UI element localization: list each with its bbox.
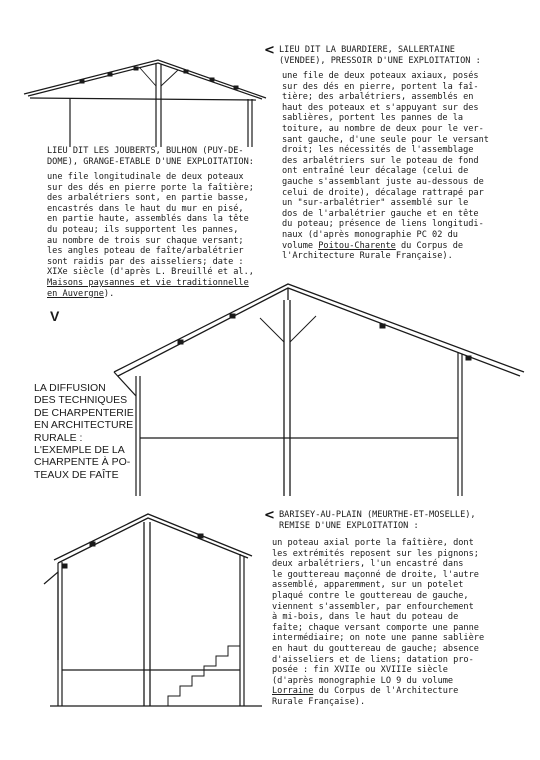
joubert-body-line: les angles poteau de faîte/arbalétrier xyxy=(47,246,244,257)
buardiere-body-line: haut des poteaux et s'appuyant sur des xyxy=(282,102,479,113)
joubert-body-line: une file longitudinale de deux poteaux xyxy=(47,172,244,182)
joubert-reference-end: ). xyxy=(103,288,115,299)
buardiere-caption xyxy=(279,45,481,66)
buardiere-marker: < xyxy=(264,43,275,58)
barisey-description xyxy=(272,538,484,708)
barisey-caption xyxy=(279,510,476,531)
joubert-roof xyxy=(24,60,266,100)
barisey-body-line: posée : fin XVIIe ou XVIIIe siècle xyxy=(272,665,448,676)
buardiere-central-post xyxy=(284,300,290,496)
barisey-body-line: deux arbalétriers, l'un encastré dans xyxy=(272,559,464,570)
joubert-body-line: encastrés dans le haut du mur en pisé, xyxy=(47,203,244,214)
joubert-marker: V xyxy=(50,308,60,324)
barisey-central-post xyxy=(144,522,150,706)
buardiere-body-line: gauche s'assemblant juste au-dessous de xyxy=(282,176,484,187)
joubert-posts xyxy=(70,64,252,147)
heading-line: CHARPENTE À PO- xyxy=(34,456,131,469)
buardiere-title-line: (VENDEE), PRESSOIR D'UNE EXPLOITATION : xyxy=(279,55,481,66)
heading-line: TEAUX DE FAÎTE xyxy=(34,468,119,481)
barisey-roof xyxy=(54,514,252,563)
joubert-title-line: DOME), GRANGE-ETABLE D'UNE EXPLOITATION: xyxy=(47,156,254,167)
buardiere-purlins xyxy=(178,314,471,360)
barisey-body-line: Rurale Française). xyxy=(272,696,366,707)
buardiere-reference-volume: Poitou-Charente xyxy=(318,240,396,251)
heading-line: EN ARCHITECTURE xyxy=(34,419,134,432)
barisey-walls xyxy=(44,554,262,706)
buardiere-press-drawing xyxy=(112,280,532,500)
heading-line: LA DIFFUSION xyxy=(34,382,106,394)
barisey-body-line: faîte; chaque versant comporte une panne xyxy=(272,622,479,633)
barisey-title-line: REMISE D'UNE EXPLOITATION : xyxy=(279,520,419,531)
barisey-body-line: en haut du gouttereau de gauche; absence xyxy=(272,643,479,654)
buardiere-braces xyxy=(260,316,316,342)
buardiere-body-line: ont entraîné leur décalage (celui de xyxy=(282,166,469,177)
joubert-body-line: du poteau; ils supportent les pannes, xyxy=(47,224,239,235)
heading-line: RURALE : xyxy=(34,431,83,444)
buardiere-body-line: du poteau; présence de liens longitudi- xyxy=(282,219,484,230)
joubert-body-line: sur des dés en pierre porte la faîtière; xyxy=(47,182,254,193)
barisey-body-line: à mi-bois, dans le haut du poteau de xyxy=(272,612,459,623)
buardiere-body-line: des arbalétriers sur le poteau de fond xyxy=(282,155,479,166)
barisey-body-line: (d'après monographie LO 9 du volume xyxy=(272,675,454,686)
buardiere-body-line: sant gauche, d'une seule pour le versant xyxy=(282,134,489,145)
heading-line: DES TECHNIQUES xyxy=(34,394,128,407)
joubert-body-line: des arbalétriers sont, en partie basse, xyxy=(47,193,249,204)
barisey-body-line: viennent s'assembler, par enfourchement xyxy=(272,601,474,612)
joubert-braces xyxy=(140,68,178,86)
barisey-body-line: d'aisseliers et de liens; datation pro- xyxy=(272,654,474,665)
barisey-body-line: un poteau axial porte la faîtière, dont xyxy=(272,538,474,548)
barisey-shed-drawing xyxy=(40,510,272,710)
buardiere-body-line: sablières, portent les pannes de la xyxy=(282,113,464,124)
buardiere-body-line: tière; des arbalétriers, assemblés en xyxy=(282,92,474,103)
heading-line: L'EXEMPLE DE LA xyxy=(34,444,125,457)
buardiere-body-line: un "sur-arbalétrier" assemblé sur le xyxy=(282,198,469,209)
buardiere-title-line: LIEU DIT LA BUARDIERE, SALLERTAINE xyxy=(279,45,455,55)
buardiere-body-line: sur des dés en pierre, portent la faî- xyxy=(282,81,479,92)
buardiere-body-line: toiture, au nombre de deux pour le ver- xyxy=(282,123,484,134)
buardiere-body-line: celui de droite), décalage rattrapé par xyxy=(282,187,484,198)
buardiere-description xyxy=(282,71,489,262)
barisey-title-line: BARISEY-AU-PLAIN (MEURTHE-ET-MOSELLE), xyxy=(279,510,476,520)
joubert-body-line: au nombre de trois sur chaque versant; xyxy=(47,235,244,246)
joubert-purlins xyxy=(80,67,238,89)
barisey-body-line: intermédiaire; on note une panne sablière xyxy=(272,633,485,644)
joubert-body-line: sont raidis par des aisseliers; date : xyxy=(47,256,244,267)
joubert-body-line: XIXe siècle (d'après L. Breuillé et al., xyxy=(47,267,254,278)
buardiere-reference-suffix: du Corpus de xyxy=(395,240,464,251)
barisey-stairs xyxy=(168,646,240,706)
buardiere-body-line: une file de deux poteaux axiaux, posés xyxy=(282,71,479,81)
barisey-body-line: plaqué contre le gouttereau de gauche, xyxy=(272,590,469,601)
barisey-body-line: le gouttereau maçonné de droite, l'autre xyxy=(272,569,479,580)
buardiere-walls xyxy=(114,352,462,496)
joubert-reference-title: Maisons paysannes et vie traditionnelle xyxy=(47,277,249,288)
article-heading xyxy=(34,382,134,481)
joubert-reference-title: en Auvergne xyxy=(47,288,104,299)
buardiere-body-line: l'Architecture Rurale Française). xyxy=(282,251,453,262)
heading-line: DE CHARPENTERIE xyxy=(34,406,134,419)
barisey-body-line: assemblé, apparemment, sur un potelet xyxy=(272,580,464,591)
buardiere-body-line: dos de l'arbalétrier gauche et en tête xyxy=(282,208,479,219)
buardiere-body-line: naux (d'après monographie PC 02 du xyxy=(282,229,458,240)
joubert-caption xyxy=(47,146,254,167)
barisey-body-line: les extrémités reposent sur les pignons; xyxy=(272,548,479,559)
joubert-title-line: LIEU DIT LES JOUBERTS, BULHON (PUY-DE- xyxy=(47,146,244,156)
barisey-reference-volume: Lorraine xyxy=(272,686,314,697)
buardiere-body-line: droit; les nécessités de l'assemblage xyxy=(282,145,474,156)
buardiere-body-line: volume xyxy=(282,240,319,251)
joubert-barn-drawing xyxy=(20,52,270,152)
joubert-body-line: en partie haute, assemblés dans la tête xyxy=(47,214,249,225)
barisey-reference-suffix: du Corpus de l'Architecture xyxy=(313,686,459,697)
barisey-marker: < xyxy=(264,508,275,523)
